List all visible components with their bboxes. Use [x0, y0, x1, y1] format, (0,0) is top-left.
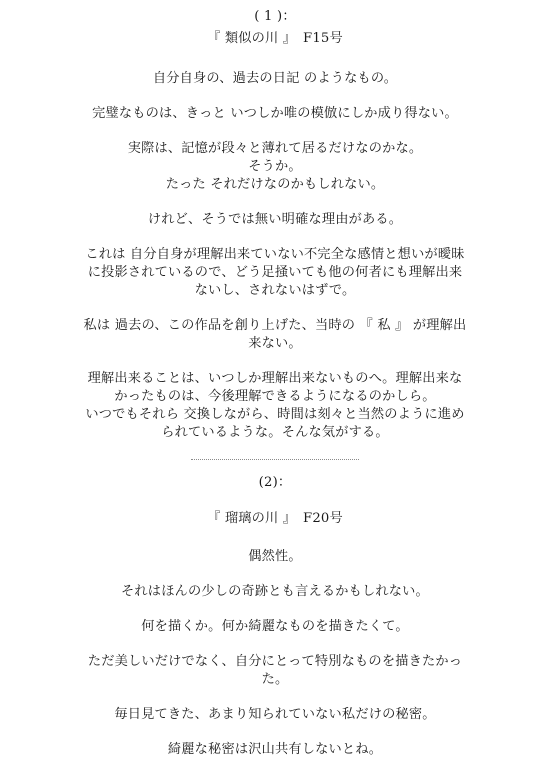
paragraph: [0, 370, 550, 442]
section-divider: [191, 459, 359, 460]
text-line: 理解出来ることは、いつしか理解出来ないものへ。理解出来な: [87, 371, 463, 386]
text-line: 来ない。: [248, 336, 302, 351]
paragraph: [0, 140, 550, 194]
section-1: [0, 8, 550, 442]
paragraph: [0, 105, 550, 123]
text-line: たった それだけなのかもしれない。: [165, 177, 385, 192]
text-line: 何を描くか。何か綺麗なものを描きたくて。: [141, 619, 409, 634]
paragraph: [0, 706, 550, 724]
text-line: 毎日見てきた、あまり知られていない私だけの秘密。: [114, 707, 436, 722]
text-line: に投影されているので、どう足掻いても他の何者にも理解出来: [87, 265, 463, 280]
text-line: かったものは、今後理解できるようになるのかしら。: [114, 389, 436, 404]
text-line: 完璧なものは、きっと いつしか唯の模倣にしか成り得ない。: [92, 106, 458, 121]
text-line: られているような。そんな気がする。: [161, 425, 389, 440]
text-line: 偶然性。: [248, 549, 302, 564]
text-line: た。: [261, 672, 289, 687]
section-1-title: 『 類似の川 』 F15号: [207, 31, 343, 46]
paragraph: [0, 70, 550, 88]
paragraph: [0, 741, 550, 759]
paragraph: [0, 211, 550, 229]
paragraph: [0, 583, 550, 601]
section-2-heading: (2)：: [258, 475, 292, 490]
text-line: 自分自身の、過去の日記 のようなもの。: [152, 71, 398, 86]
text-line: ただ美しいだけでなく、自分にとって特別なものを描きたかっ: [87, 654, 463, 669]
paragraph: [0, 317, 550, 353]
paragraph: [0, 618, 550, 636]
text-line: けれど、そうでは無い明確な理由がある。: [147, 212, 403, 227]
text-line: それはほんの少しの奇跡とも言えるかもしれない。: [121, 584, 429, 599]
text-line: そうか。: [248, 159, 302, 174]
section-1-heading: ( 1 )：: [254, 9, 296, 24]
section-2-title: 『 瑠璃の川 』 F20号: [207, 511, 343, 526]
paragraph: [0, 653, 550, 689]
text-line: これは 自分自身が理解出来ていない不完全な感情と想いが曖昧: [85, 247, 465, 262]
text-line: ないし、されないはずで。: [194, 283, 356, 298]
section-2: [0, 474, 550, 759]
paragraph: [0, 246, 550, 300]
text-line: 私は 過去の、この作品を創り上げた、当時の 『 私 』 が理解出: [83, 318, 467, 333]
text-line: 実際は、記憶が段々と薄れて居るだけなのかな。: [127, 141, 423, 156]
text-line: 綺麗な秘密は沢山共有しないとね。: [167, 742, 383, 757]
text-line: いつでもそれら 交換しながら、時間は刻々と当然のように進め: [85, 407, 465, 422]
paragraph: [0, 548, 550, 566]
